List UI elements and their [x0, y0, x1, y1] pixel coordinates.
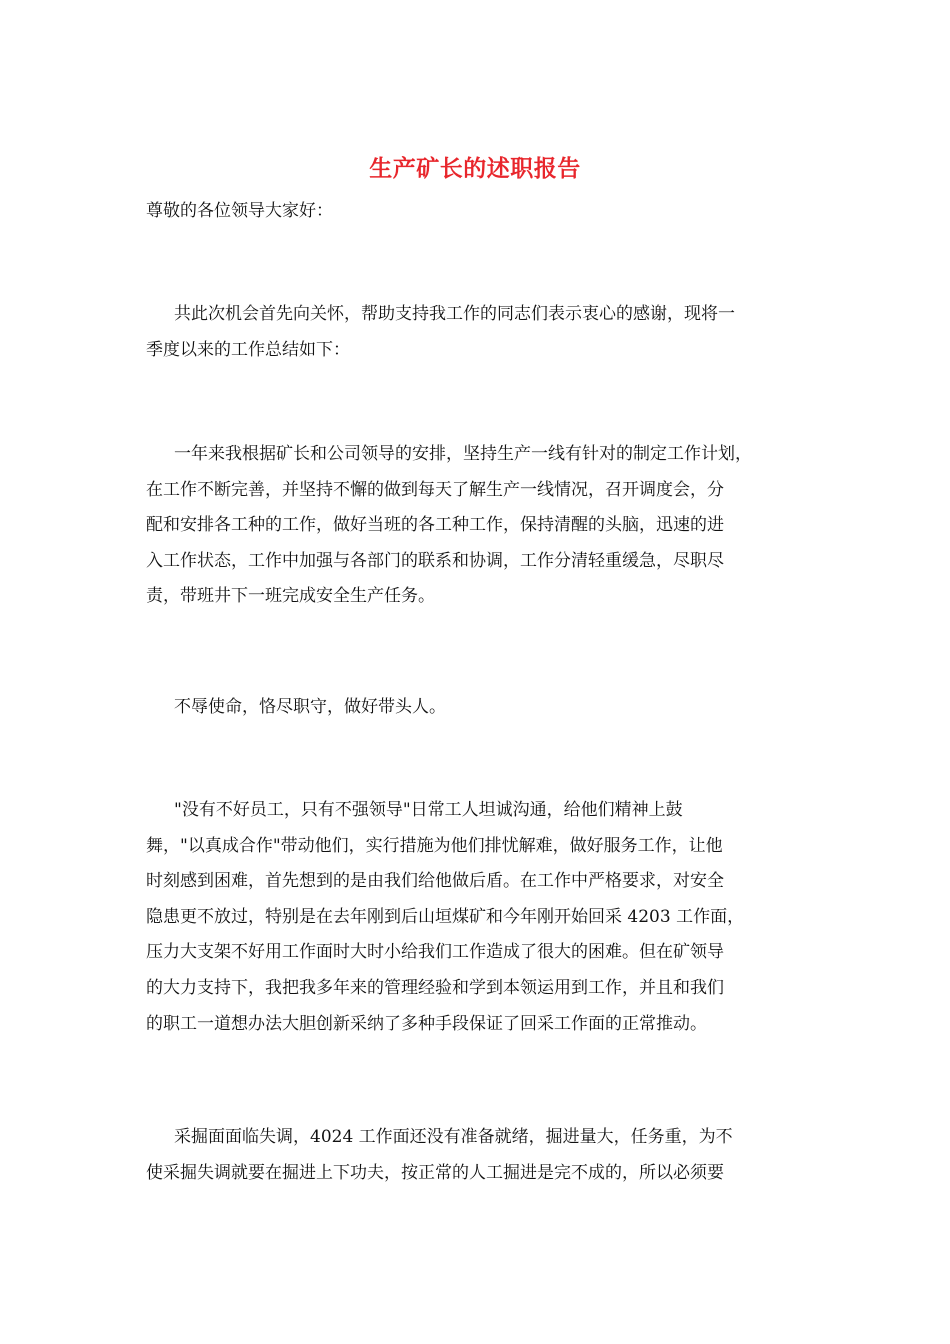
paragraph-line: "没有不好员工，只有不强领导"日常工人坦诚沟通，给他们精神上鼓 [174, 800, 683, 820]
paragraph-line: 配和安排各工种的工作，做好当班的各工种工作，保持清醒的头脑，迅速的进 [146, 515, 724, 536]
document-title: 生产矿长的述职报告 [369, 155, 581, 182]
paragraph-line: 季度以来的工作总结如下： [146, 339, 350, 360]
paragraph-line: 在工作不断完善，并坚持不懈的做到每天了解生产一线情况，召开调度会，分 [146, 479, 724, 500]
paragraph-3 [146, 690, 814, 726]
paragraph-line: 一年来我根据矿长和公司领导的安排，坚持生产一线有针对的制定工作计划， [174, 444, 752, 464]
paragraph-2 [146, 437, 814, 615]
paragraph-line: 舞，"以真成合作"带动他们，实行措施为他们排忧解难，做好服务工作，让他 [146, 835, 723, 856]
paragraph-4 [146, 793, 814, 1042]
paragraph-line: 压力大支架不好用工作面时大时小给我们工作造成了很大的困难。但在矿领导 [146, 942, 724, 963]
paragraph-line: 共此次机会首先向关怀，帮助支持我工作的同志们表示衷心的感谢，现将一 [174, 304, 735, 324]
paragraph-line: 不辱使命，恪尽职守，做好带头人。 [174, 697, 446, 717]
paragraph-line: 时刻感到困难，首先想到的是由我们给他做后盾。在工作中严格要求，对安全 [146, 871, 724, 892]
paragraph-line: 的大力支持下，我把我多年来的管理经验和学到本领运用到工作，并且和我们 [146, 977, 724, 998]
paragraph-line: 使采掘失调就要在掘进上下功夫，按正常的人工掘进是完不成的，所以必须要 [146, 1162, 724, 1183]
paragraph-line: 隐患更不放过，特别是在去年刚到后山垣煤矿和今年刚开始回采 4203 工作面， [146, 906, 745, 927]
paragraph-5 [146, 1120, 814, 1191]
paragraph-line: 采掘面面临失调，4024 工作面还没有准备就绪，掘进量大，任务重，为不 [174, 1127, 733, 1147]
paragraph-line: 入工作状态，工作中加强与各部门的联系和协调，工作分清轻重缓急，尽职尽 [146, 550, 724, 571]
paragraph-1 [146, 297, 814, 368]
greeting-line: 尊敬的各位领导大家好： [146, 201, 333, 221]
paragraph-line: 责，带班井下一班完成安全生产任务。 [146, 586, 435, 607]
paragraph-line: 的职工一道想办法大胆创新采纳了多种手段保证了回采工作面的正常推动。 [146, 1013, 707, 1034]
